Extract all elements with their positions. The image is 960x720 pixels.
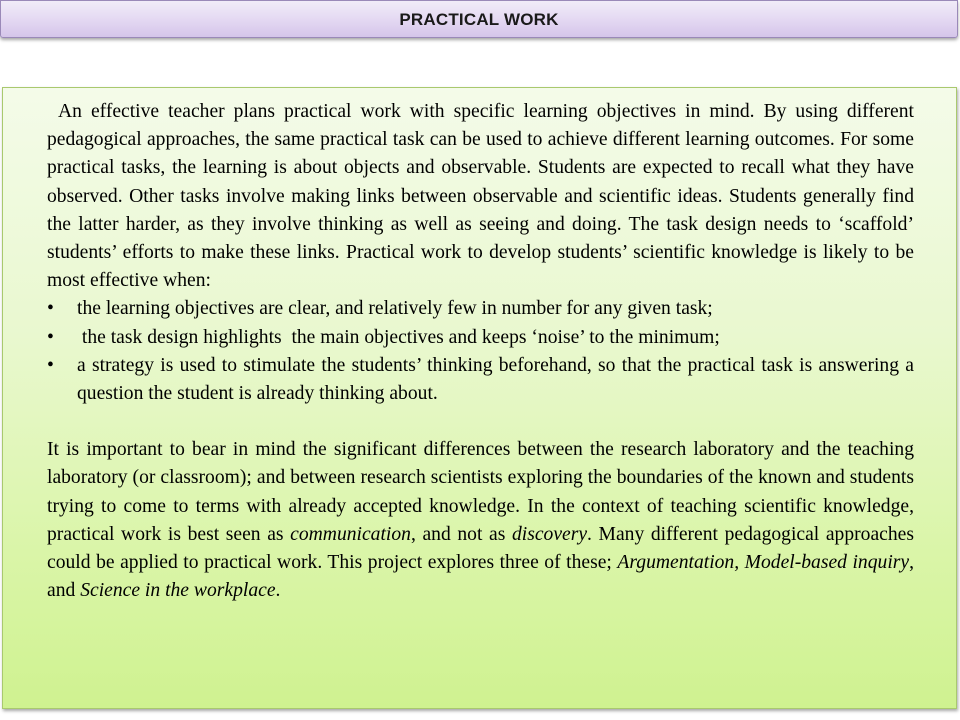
second-paragraph-text: . — [275, 580, 281, 602]
bullet-item — [47, 295, 914, 323]
second-paragraph-text: , and — [47, 552, 914, 602]
bullet-list — [47, 295, 914, 408]
content-box — [2, 87, 957, 709]
second-paragraph-text: , and not as — [410, 523, 512, 545]
second-paragraph — [47, 436, 914, 605]
bullet-icon: • — [47, 298, 54, 320]
bullet-item — [47, 324, 914, 352]
bullet-icon: • — [47, 326, 54, 348]
bullet-item — [47, 352, 914, 408]
italic-term: discovery — [511, 523, 588, 545]
bullet-icon: • — [47, 354, 54, 376]
paragraph-spacer — [47, 408, 914, 436]
bullet-text: the task design highlights the main objectives and keeps ‘noise’ to the minimum; — [77, 326, 720, 348]
intro-paragraph: An effective teacher plans practical work with specific learning objectives in mind. By using different pedagogical approaches, the same practical task can be used to achieve different learning outcomes. For some practical tasks, the learning is about objects and observable. Students are expected to recall what they have observed. Other tasks involve making links between observable and scientific ideas. Students generally find the latter harder, as they involve thinking as well as seeing and doing. The task design needs to ‘scaffold’ students’ efforts to make these links. Practical work to develop students’ scientific knowledge is likely to be most effective when: — [47, 101, 914, 292]
bullet-text: the learning objectives are clear, and relatively few in number for any given task; — [77, 298, 713, 320]
italic-term: Argumentation, Model-based inquiry — [617, 552, 910, 574]
italic-term: Science in the workplace — [80, 580, 276, 602]
italic-term: communication — [290, 523, 411, 545]
second-paragraph-text: It is important to bear in mind the significant differences between the research laboratory and the teaching laboratory (or classroom); and between research scientists exploring the boundaries of the known and students trying to come to terms with already accepted knowledge. In the context of teaching scientific knowledge, practical work is best seen as — [47, 439, 914, 545]
page-title: PRACTICAL WORK — [399, 10, 559, 29]
title-bar — [0, 0, 958, 38]
bullet-text: a strategy is used to stimulate the students’ thinking beforehand, so that the practical task is answering a question the student is already thinking about. — [77, 354, 914, 405]
second-paragraph-text: . Many different pedagogical approaches could be applied to practical work. This project explores three of these; — [47, 523, 914, 574]
